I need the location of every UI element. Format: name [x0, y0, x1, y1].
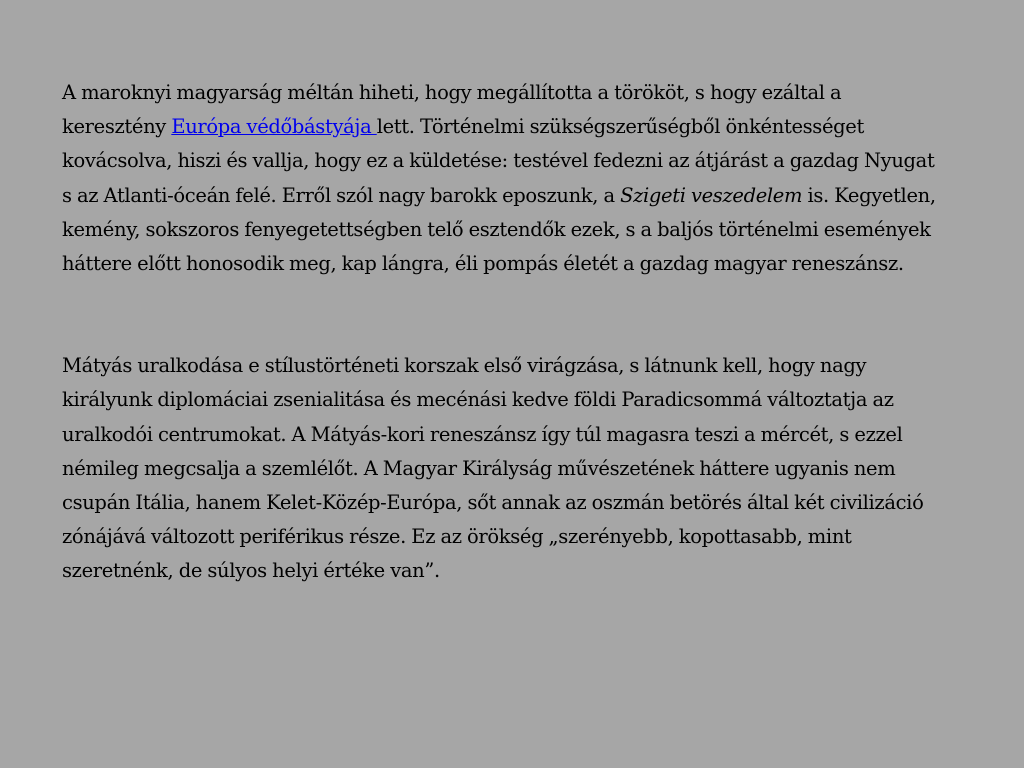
- szigeti-veszedelem-title: Szigeti veszedelem: [620, 183, 803, 207]
- paragraph-1-text-b: lett. Történelmi szükségszerűségből önkéntességet kovácsolva, hiszi és vallja, hogy ez a küldetése: testével fedezni az átjárást a gazdag Nyugat s az Atlanti-óceán felé. Erről szól nagy barokk eposzunk, a: [62, 115, 935, 207]
- paragraph-2: Mátyás uralkodása e stílustörténeti korszak első virágzása, s látnunk kell, hogy nagy királyunk diplomáciai zsenialitása és mecénási kedve földi Paradicsommá változtatja az uralkodói centrumokat. A Mátyás-kori reneszánsz így túl magasra teszi a mércét, s ezzel némileg megcsalja a szemlélőt. A Magyar Királyság művészetének háttere ugyanis nem csupán Itália, hanem Kelet-Közép-Európa, sőt annak az oszmán betörés által két civilizáció zónájává változott periférikus része. Ez az örökség „szerényebb, kopottasabb, mint szeretnénk, de súlyos helyi értéke van”.: [62, 354, 924, 583]
- europa-vedobastyaja-link[interactable]: Európa védőbástyája: [171, 115, 377, 139]
- paragraph-1-text-a: A maroknyi magyarság méltán hiheti, hogy megállította a törököt, s hogy ezáltal a keresztény: [62, 81, 842, 139]
- paragraph-1: [62, 76, 940, 281]
- paragraph-1-text-c: is. Kegyetlen, kemény, sokszoros fenyegetettségben telő esztendők ezek, s a baljós történelmi események háttere előtt honosodik meg, kap lángra, éli pompás életét a gazdag magyar reneszánsz.: [62, 183, 936, 276]
